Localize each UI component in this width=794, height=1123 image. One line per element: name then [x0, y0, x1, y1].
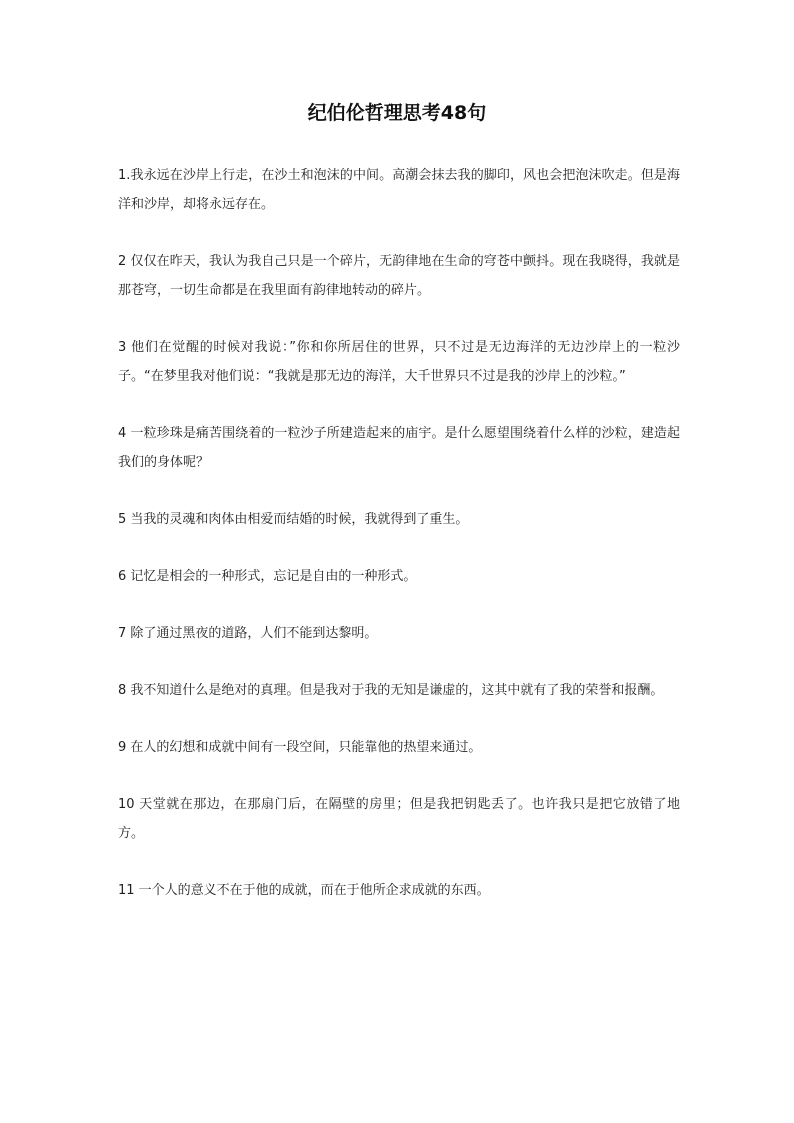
- paragraph-3: 3 他们在觉醒的时候对我说：”你和你所居住的世界，只不过是无边海洋的无边沙岸上的一粒沙子。“在梦里我对他们说：“我就是那无边的海洋，大千世界只不过是我的沙岸上的沙粒。”: [118, 340, 680, 384]
- paragraph-1: 1.我永远在沙岸上行走，在沙土和泡沫的中间。高潮会抹去我的脚印，风也会把泡沫吹走。但是海洋和沙岸，却将永远存在。: [118, 168, 680, 212]
- paragraph-8: 8 我不知道什么是绝对的真理。但是我对于我的无知是谦虚的，这其中就有了我的荣誉和报酬。: [118, 683, 664, 698]
- paragraph-10: 10 天堂就在那边，在那扇门后，在隔壁的房里；但是我把钥匙丢了。也许我只是把它放错了地方。: [118, 797, 680, 841]
- paragraph-7: 7 除了通过黑夜的道路，人们不能到达黎明。: [118, 626, 378, 641]
- paragraph-2: 2 仅仅在昨天，我认为我自己只是一个碎片，无韵律地在生命的穹苍中颤抖。现在我晓得，我就是那苍穹，一切生命都是在我里面有韵律地转动的碎片。: [118, 254, 680, 298]
- document-title: 纪伯伦哲理思考48句: [307, 102, 487, 124]
- paragraph-6: 6 记忆是相会的一种形式，忘记是自由的一种形式。: [118, 569, 417, 584]
- paragraph-9: 9 在人的幻想和成就中间有一段空间，只能靠他的热望来通过。: [118, 740, 482, 755]
- paragraph-11: 11 一个人的意义不在于他的成就，而在于他所企求成就的东西。: [118, 883, 490, 898]
- paragraph-4: 4 一粒珍珠是痛苦围绕着的一粒沙子所建造起来的庙宇。是什么愿望围绕着什么样的沙粒，建造起我们的身体呢？: [118, 426, 680, 470]
- paragraph-5: 5 当我的灵魂和肉体由相爱而结婚的时候，我就得到了重生。: [118, 512, 469, 527]
- document-body: [118, 161, 680, 933]
